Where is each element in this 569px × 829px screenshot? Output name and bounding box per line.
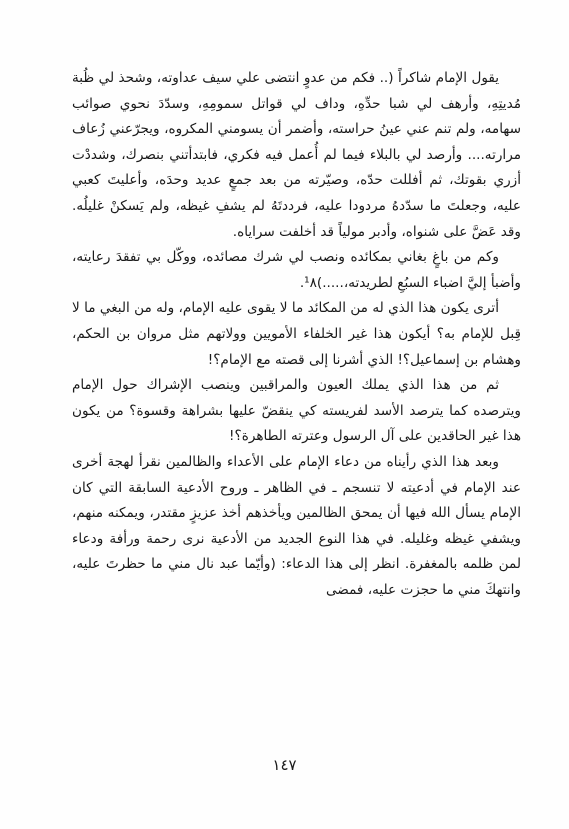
page-number: ١٤٧ (272, 756, 297, 774)
paragraph-1: يقول الإمام شاكراً (.. فكم من عدوٍ انتضى علي سيف عداوته، وشحذ لي ظُبة مُديتِهِ، وأرهف لي شبا حدِّهِ، وداف لي قواتل سمومِهِ، وسدّدَ نحوي صوائب سهامه، ولم تنم عني عينُ حراسته، وأضمر أن يسومني المكروه، ويجرّعني زُعاف مرارته.... وأرصد لي بالبلاء فيما لم أُعمل فيه فكري، فابتدأتني بنصرك، وشددْت أزري بقوتك، ثم أفللت حدّه، وصيّرته من بعد جمعٍ عديد وحدَه، وأعليتَ كعبي عليه، وجعلتَ ما سدّدهُ مردودا عليه، فرددتَهُ لم يشفِ غيظه، ولم يَسكنْ غليلُه. وقد عَضَّ على شنواه، وأدبر مولياً قد أخلفت سراياه. (72, 70, 521, 240)
body-text (72, 66, 521, 603)
paragraph-4: ثم من هذا الذي يملك العيون والمراقبين وينصب الإشراك حول الإمام ويترصده كما يترصد الأسد لفريسته كي ينقضّ عليها بشراهة وقسوة؟ من يكون هذا غير الحاقدين على آل الرسول وعترته الطاهرة؟! (72, 377, 521, 445)
paragraph-2: وكم من باغٍ بغاني بمكائده ونصب لي شرك مصائده، ووكّل بي تفقدَ رعايته، وأضبأ إليَّ اضباء السبُعِ لطريدته،.....)¹٨. (72, 249, 521, 291)
paragraph-3: أترى يكون هذا الذي له من المكائد ما لا يقوى عليه الإمام، وله من البغي ما لا قِبل للإمام به؟ أيكون هذا غير الخلفاء الأمويين وولاتهم مثل مروان بن الحكم، وهشام بن إسماعيل؟! الذي أشرنا إلى قصته مع الإمام؟! (72, 300, 521, 368)
paragraph-5: وبعد هذا الذي رأيناه من دعاء الإمام على الأعداء والظالمين نقرأ لهجة أخرى عند الإمام في أدعيته لا تنسجم ـ في الظاهر ـ وروح الأدعية السابقة التي كان الإمام يسأل الله فيها أن يمحق الظالمين ويأخذهم أخذ عزيزٍ مقتدر، ويمكنه منهم، ويشفي غيظه وغليله. في هذا النوع الجديد من الأدعية نرى رحمة ورأفة ودعاء لمن ظلمه بالمغفرة. انظر إلى هذا الدعاء: (وأيّما عبد نال مني ما حظرتَ عليه، وانتهكَ مني ما حجزت عليه، فمضى (72, 453, 521, 598)
